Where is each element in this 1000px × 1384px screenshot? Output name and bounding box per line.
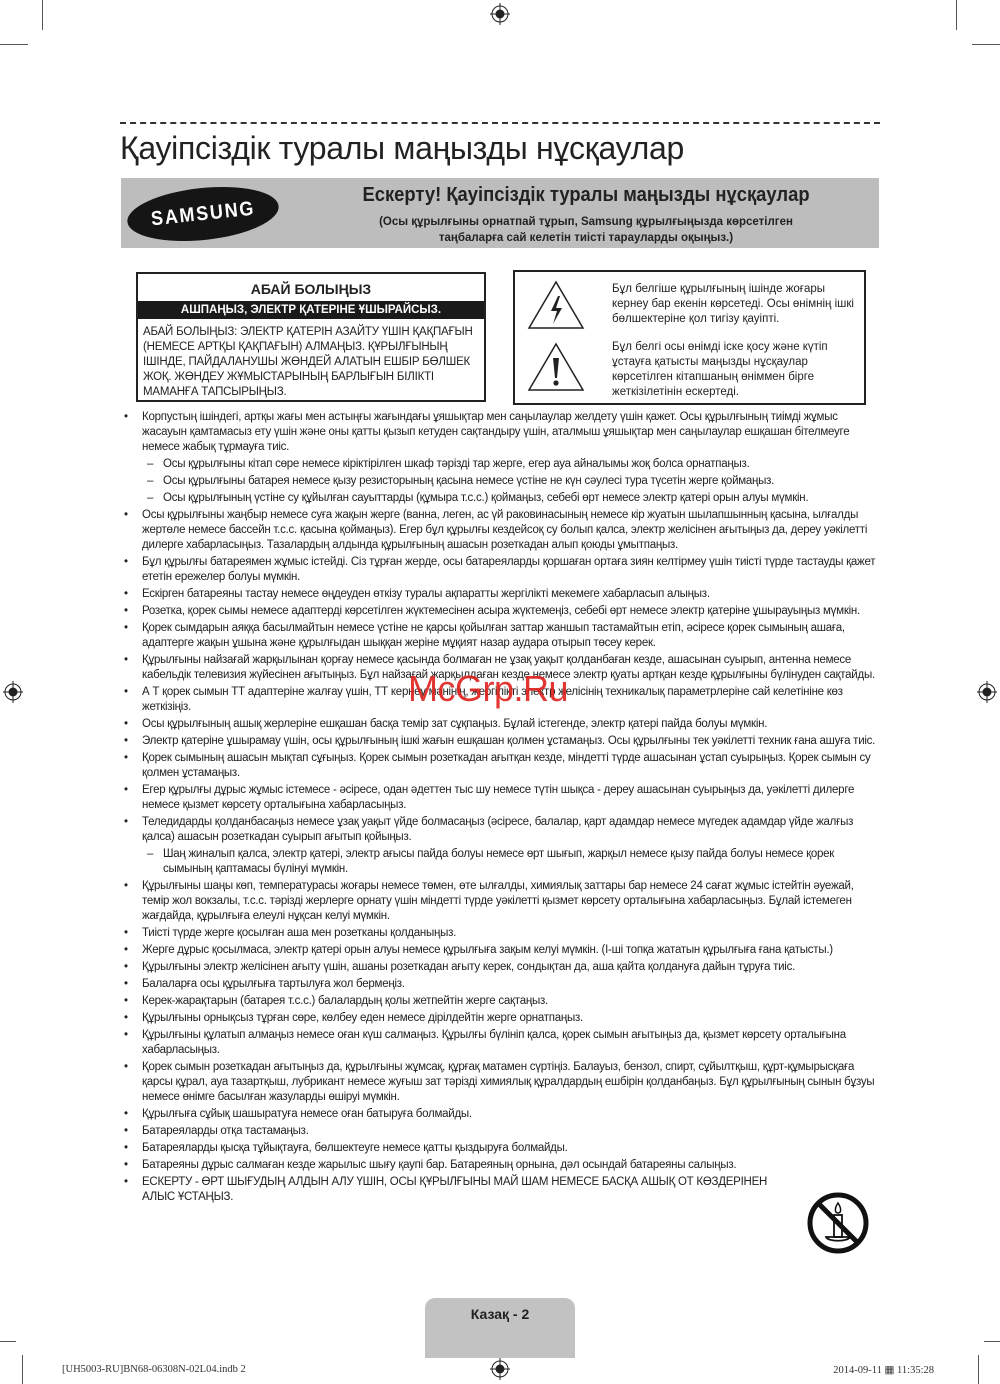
- list-item-text: Осы құрылғының ашық жерлеріне ешқашан басқа темір зат сұқпаңыз. Бұлай істегенде, электр қатері пайда болуы мүмкін.: [142, 718, 768, 730]
- bullet-marker: •: [124, 1012, 128, 1024]
- banner-subtitle: (Осы құрылғыны орнатпай тұрып, Samsung құрылғыңызда көрсетілген таңбаларға сай келетін тиісті тарауларды оқыңыз.): [379, 216, 793, 244]
- list-item-text: Қорек сымдарын аяққа басылмайтын немесе үстіне не қарсы қойылған заттар жаншып тастамайтын етіп, әсіресе қорек сымының ашаға, адаптерге жақын ұшына және құрылғыдан шыққан жеріне мұқият назар аудара отырып төсеу керек.: [142, 622, 845, 649]
- list-item-text: Батареяларды отқа тастамаңыз.: [142, 1125, 309, 1137]
- list-item-text: Батареяны дұрыс салмаған кезде жарылыс шығу қаупі бар. Батареяның орнына, дәл осындай батареяны салыңыз.: [142, 1159, 737, 1171]
- crop-mark: [0, 1341, 16, 1342]
- footer-datetime: 2014-09-11 ▦ 11:35:28: [833, 1365, 934, 1376]
- list-item: [120, 977, 882, 992]
- list-item: [120, 879, 882, 924]
- sub-list-item: [120, 474, 882, 489]
- list-item-text: Құрылғыны электр желісінен ағыту үшін, ашаны розеткадан ағыту керек, сондықтан да, аша қайта қолдануға дайын тұруға тиіс.: [142, 961, 796, 973]
- banner-title: Ескерту! Қауіпсіздік туралы маңызды нұсқаулар: [362, 184, 810, 206]
- crop-mark: [0, 44, 28, 45]
- registration-mark-icon: [3, 681, 23, 703]
- bullet-marker: •: [124, 995, 128, 1007]
- bullet-marker: •: [124, 1159, 128, 1171]
- list-item: [120, 621, 882, 651]
- footer-file: [UH5003-RU]BN68-06308N-02L04.indb 2: [62, 1364, 246, 1375]
- list-item-text: А Т қорек сымын ТТ адаптеріне жалғау үшін, ТТ кернеу мәнінің, жергілікті электр желісінің техникалық параметрлеріне сай келетініне көз жеткізіңіз.: [142, 686, 843, 713]
- bullet-marker: •: [124, 605, 128, 617]
- list-item-text: Құрылғыны орнықсыз тұрған сөре, көлбеу еден немесе дірілдейтін жерге орнатпаңыз.: [142, 1012, 583, 1024]
- bullet-marker: •: [124, 1029, 128, 1041]
- bullet-marker: •: [124, 1061, 128, 1073]
- sub-list-item: [120, 847, 882, 877]
- warning-banner: [121, 178, 879, 248]
- bullet-marker: •: [124, 961, 128, 973]
- list-item: [120, 1107, 882, 1122]
- caution-box: [136, 272, 486, 402]
- voltage-symbol-text: Бұл белгіше құрылғының ішінде жоғары кернеу бар екенін көрсетеді. Осы өнімнің ішкі бөлшектеріне қол тигізу қауіпті.: [612, 283, 854, 325]
- page-number-tab: Казақ - 2: [425, 1298, 575, 1358]
- crop-mark: [978, 1355, 979, 1384]
- dash-marker: –: [147, 458, 154, 470]
- list-item: [120, 1158, 882, 1173]
- bullet-marker: •: [124, 978, 128, 990]
- bullet-marker: •: [124, 556, 128, 568]
- dash-marker: –: [147, 475, 154, 487]
- sub-list-item: [120, 491, 882, 506]
- list-item: [120, 994, 882, 1009]
- list-item: [120, 1175, 792, 1205]
- crop-mark: [956, 0, 957, 30]
- caution-bar: АШПАҢЫЗ, ЭЛЕКТР ҚАТЕРІНЕ ҰШЫРАЙСЫЗ.: [138, 301, 484, 319]
- list-item: [120, 1124, 882, 1139]
- bullet-marker: •: [124, 509, 128, 521]
- bullet-marker: •: [124, 784, 128, 796]
- bullet-marker: •: [124, 735, 128, 747]
- list-item: [120, 751, 882, 781]
- list-item-text: Құрылғыны құлатып алмаңыз немесе оған күш салмаңыз. Құрылғы бүлініп қалса, қорек сымын ағытыңыз да, қызмет көрсету орталығына хабарласыңыз.: [142, 1029, 846, 1056]
- crop-mark: [22, 1355, 23, 1384]
- list-item: [120, 717, 882, 732]
- list-item-text: Теледидарды қолданбасаңыз немесе ұзақ уақыт үйде болмасаңыз (әсіресе, балалар, қарт адамдар немесе мүгедек адамдар үйде жалғыз қалса) ашасын розеткадан суырып ағытып қойыңыз.: [142, 816, 854, 843]
- warning-symbol-text: Бұл белгі осы өнімді іске қосу және күтіп ұстауға қатысты маңызды нұсқаулар көрсетілген кітапшаның өніммен бірге жеткізілетінін ескертеді.: [612, 341, 828, 398]
- dash-marker: –: [147, 492, 154, 504]
- bullet-marker: •: [124, 718, 128, 730]
- no-open-flame-icon: [806, 1191, 870, 1255]
- bullet-marker: •: [124, 927, 128, 939]
- list-item: [120, 1011, 882, 1026]
- bullet-marker: •: [124, 622, 128, 634]
- list-item-text: Құрылғыны найзағай жарқылынан қорғау немесе қасында болмаған не ұзақ уақыт қолданбаған кезде, ашасынан суырып, антенна немесе кабельдік телевизия жүйесінен ағытыңыз. Бұл найзағай жарқылдаған кезде немесе электр қуаты артқан кезде құрылғыны бүлінуден сақтайды.: [142, 654, 875, 681]
- list-item-text: Құрылғыны шаңы көп, температурасы жоғары немесе төмен, өте ылғалды, химиялық заттары бар немесе 24 сағат жұмыс істейтін әуежай, темір жол вокзалы, т.с.с. тәрізді жерлерге орнату үшін міндетті түрде уәкілетті қызмет көрсету орталығына хабарласыңыз. Бұлай істемеген жағдайда, құрылғыға елеулі нұқсан келуі мүмкін.: [142, 880, 854, 922]
- crop-mark: [42, 0, 43, 30]
- list-item-text: Шаң жиналып қалса, электр қатері, электр ағысы пайда болуы немесе өрт шығып, жарқыл немесе қызу пайда болуы немесе қорек сымының қаптамасы бүлінуі мүмкін.: [163, 848, 835, 875]
- bullet-marker: •: [124, 588, 128, 600]
- list-item: [120, 587, 882, 602]
- list-item-text: Осы құрылғыны жаңбыр немесе суға жақын жерге (ванна, леген, ас үй раковинасының немесе кір жуатын шылапшынның қасына, ылғалды жертөле немесе бассейн т.с.с. қасына қоймаңыз). Егер бұл құрылғы кездейсоқ су болып қалса, электр желісінен ағытыңыз да, дереу уәкілетті дилерге хабарласыңыз. Тазалардың алдында құрылғының ашасын розеткадан алып қоюды ұмытпаңыз.: [142, 509, 868, 551]
- list-item: [120, 508, 882, 553]
- bullet-marker: •: [124, 654, 128, 666]
- bullet-marker: •: [124, 1125, 128, 1137]
- list-item: [120, 1060, 882, 1105]
- list-item: [120, 943, 882, 958]
- list-item-text: Ескірген батареяны тастау немесе өңдеуден өткізу туралы ақпаратты жергілікті мекемеге хабарласып алыңыз.: [142, 588, 710, 600]
- exclamation-triangle-icon: [527, 342, 585, 392]
- dash-marker: –: [147, 848, 154, 860]
- bullet-marker: •: [124, 1108, 128, 1120]
- bullet-marker: •: [124, 880, 128, 892]
- watermark: McGrp.Ru: [408, 668, 569, 709]
- list-item-text: Құрылғыға сұйық шашыратуға немесе оған батыруға болмайды.: [142, 1108, 472, 1120]
- list-item-text: Егер құрылғы дұрыс жұмыс істемесе - әсіресе, одан әдеттен тыс шу немесе түтін шықса - дереу ашасынан суырыңыз да, уәкілетті дилерге немесе қызмет көрсету орталығына хабарласыңыз.: [142, 784, 855, 811]
- bullet-marker: •: [124, 752, 128, 764]
- caution-heading: АБАЙ БОЛЫҢЫЗ: [250, 281, 372, 297]
- list-item: [120, 783, 882, 813]
- samsung-logo: SAMSUNG: [125, 180, 282, 248]
- lightning-triangle-icon: [527, 280, 585, 330]
- list-item-text: Корпустың ішіндегі, артқы жағы мен астыңғы жағындағы ұяшықтар мен саңылаулар желдету үшін қажет. Осы құрылғының тиімді жұмыс жасауын қамтамасыз ету үшін және оны қатты қызып кетуден сақтандыру үшін, аталмыш ұяшықтар мен саңылаулар ешқашан бітелмеуге немесе жабық тұрмауға тиіс.: [142, 411, 850, 453]
- sub-list-item: [120, 457, 882, 472]
- bullet-marker: •: [124, 1176, 128, 1188]
- list-item: [120, 555, 882, 585]
- registration-mark-icon: [490, 3, 510, 25]
- list-item-text: Осы құрылғыны кітап сөре немесе кіріктірілген шкаф тәрізді тар жерге, егер ауа айналымы жоқ болса орнатпаңыз.: [163, 458, 750, 470]
- list-item-text: Жерге дұрыс қосылмаса, электр қатері орын алуы немесе құрылғыға зақым келуі мүмкін. (I-ші топқа жататын құрылғыға ғана қатысты.): [142, 944, 833, 956]
- safety-instructions-list: [120, 410, 882, 1207]
- list-item-text: ЕСКЕРТУ - ӨРТ ШЫҒУДЫҢ АЛДЫН АЛУ ҮШІН, ОСЫ ҚҰРЫЛҒЫНЫ МАЙ ШАМ НЕМЕСЕ БАСҚА АШЫҚ ОТ КӨЗДЕРІНЕН АЛЫС ҰСТАҢЫЗ.: [142, 1176, 768, 1203]
- crop-mark: [984, 1341, 1000, 1342]
- list-item-text: Қорек сымын розеткадан ағытыңыз да, құрылғыны жұмсақ, құрғақ матамен сүртіңіз. Балауыз, бензол, спирт, сұйылтқыш, құрт-құмырысқаға қарсы құрал, ауа тазартқыш, лубрикант немесе жуғыш зат тәрізді химиялық құралдардың ешбірін қолданбаңыз. Бұл құрылғының сынын бұзуы немесе өнімге басылған жазуларды өшіруі мүмкін.: [142, 1061, 875, 1103]
- list-item: [120, 604, 882, 619]
- list-item-text: Электр қатеріне ұшырамау үшін, осы құрылғының ішкі жағын ешқашан қолмен ұстамаңыз. Осы құрылғыны тек уәкілетті техник ғана ашуға тиіс.: [142, 735, 876, 747]
- list-item-text: Розетка, қорек сымы немесе адаптерді көрсетілген жүктемесінен асыра жүктемеңіз, себебі өрт немесе электр қатеріне ұшырауыңыз мүмкін.: [142, 605, 860, 617]
- list-item: [120, 734, 882, 749]
- list-item-text: Батареяларды қысқа тұйықтауға, бөлшектеуге немесе қатты қыздыруға болмайды.: [142, 1142, 568, 1154]
- list-item-text: Керек-жарақтарын (батарея т.с.с.) балалардың қолы жетпейтін жерге сақтаңыз.: [142, 995, 548, 1007]
- list-item-text: Тиісті түрде жерге қосылған аша мен розетканы қолданыңыз.: [142, 927, 457, 939]
- caution-text: АБАЙ БОЛЫҢЫЗ: ЭЛЕКТР ҚАТЕРІН АЗАЙТУ ҮШІН ҚАҚПАҒЫН (НЕМЕСЕ АРТҚЫ ҚАҚПАҒЫН) АЛМАҢЫЗ. ҚҰРЫЛҒЫНЫҢ ІШІНДЕ, ПАЙДАЛАНУШЫ ЖӨНДЕЙ АЛАТЫН ЕШБІР БӨЛШЕК ЖОҚ. ЖӨНДЕУ ЖҰМЫСТАРЫНЫҢ БАРЛЫҒЫН БІЛІКТІ МАМАНҒА ТАПСЫРЫҢЫЗ.: [143, 326, 473, 398]
- page-title: Қауіпсіздік туралы маңызды нұсқаулар: [120, 130, 684, 166]
- list-item-text: Осы құрылғыны батарея немесе қызу резисторының қасына немесе үстіне не күн сәулесі тура түсетін жерге қоймаңыз.: [163, 475, 775, 487]
- symbols-box: [513, 270, 866, 405]
- list-item: [120, 1028, 882, 1058]
- list-item: [120, 926, 882, 941]
- bullet-marker: •: [124, 1142, 128, 1154]
- bullet-marker: •: [124, 816, 128, 828]
- list-item: [120, 960, 882, 975]
- list-item: [120, 410, 882, 455]
- crop-mark: [972, 44, 1000, 45]
- bullet-marker: •: [124, 411, 128, 423]
- list-item-text: Балаларға осы құрылғыға тартылуға жол бермеңіз.: [142, 978, 405, 990]
- list-item: [120, 1141, 882, 1156]
- registration-mark-icon: [977, 681, 997, 703]
- bullet-marker: •: [124, 686, 128, 698]
- list-item-text: Осы құрылғының үстіне су құйылған сауыттарды (құмыра т.с.с.) қоймаңыз, себебі өрт немесе электр қатері орын алуы мүмкін.: [163, 492, 809, 504]
- list-item: [120, 815, 882, 845]
- registration-mark-icon: [490, 1358, 510, 1380]
- list-item-text: Қорек сымының ашасын мықтап сұғыңыз. Қорек сымын розеткадан ағытқан кезде, міндетті түрде ашасынан ұстап суырыңыз. Қорек сымын су қолмен ұстамаңыз.: [142, 752, 871, 779]
- dashed-divider: [120, 122, 880, 124]
- bullet-marker: •: [124, 944, 128, 956]
- list-item-text: Бұл құрылғы батареямен жұмыс істейді. Сіз тұрған жерде, осы батареяларды қоршаған ортаға зиян келтірмеу үшін тиісті түрде тастауды қажет ететін ережелер болуы мүмкін.: [142, 556, 876, 583]
